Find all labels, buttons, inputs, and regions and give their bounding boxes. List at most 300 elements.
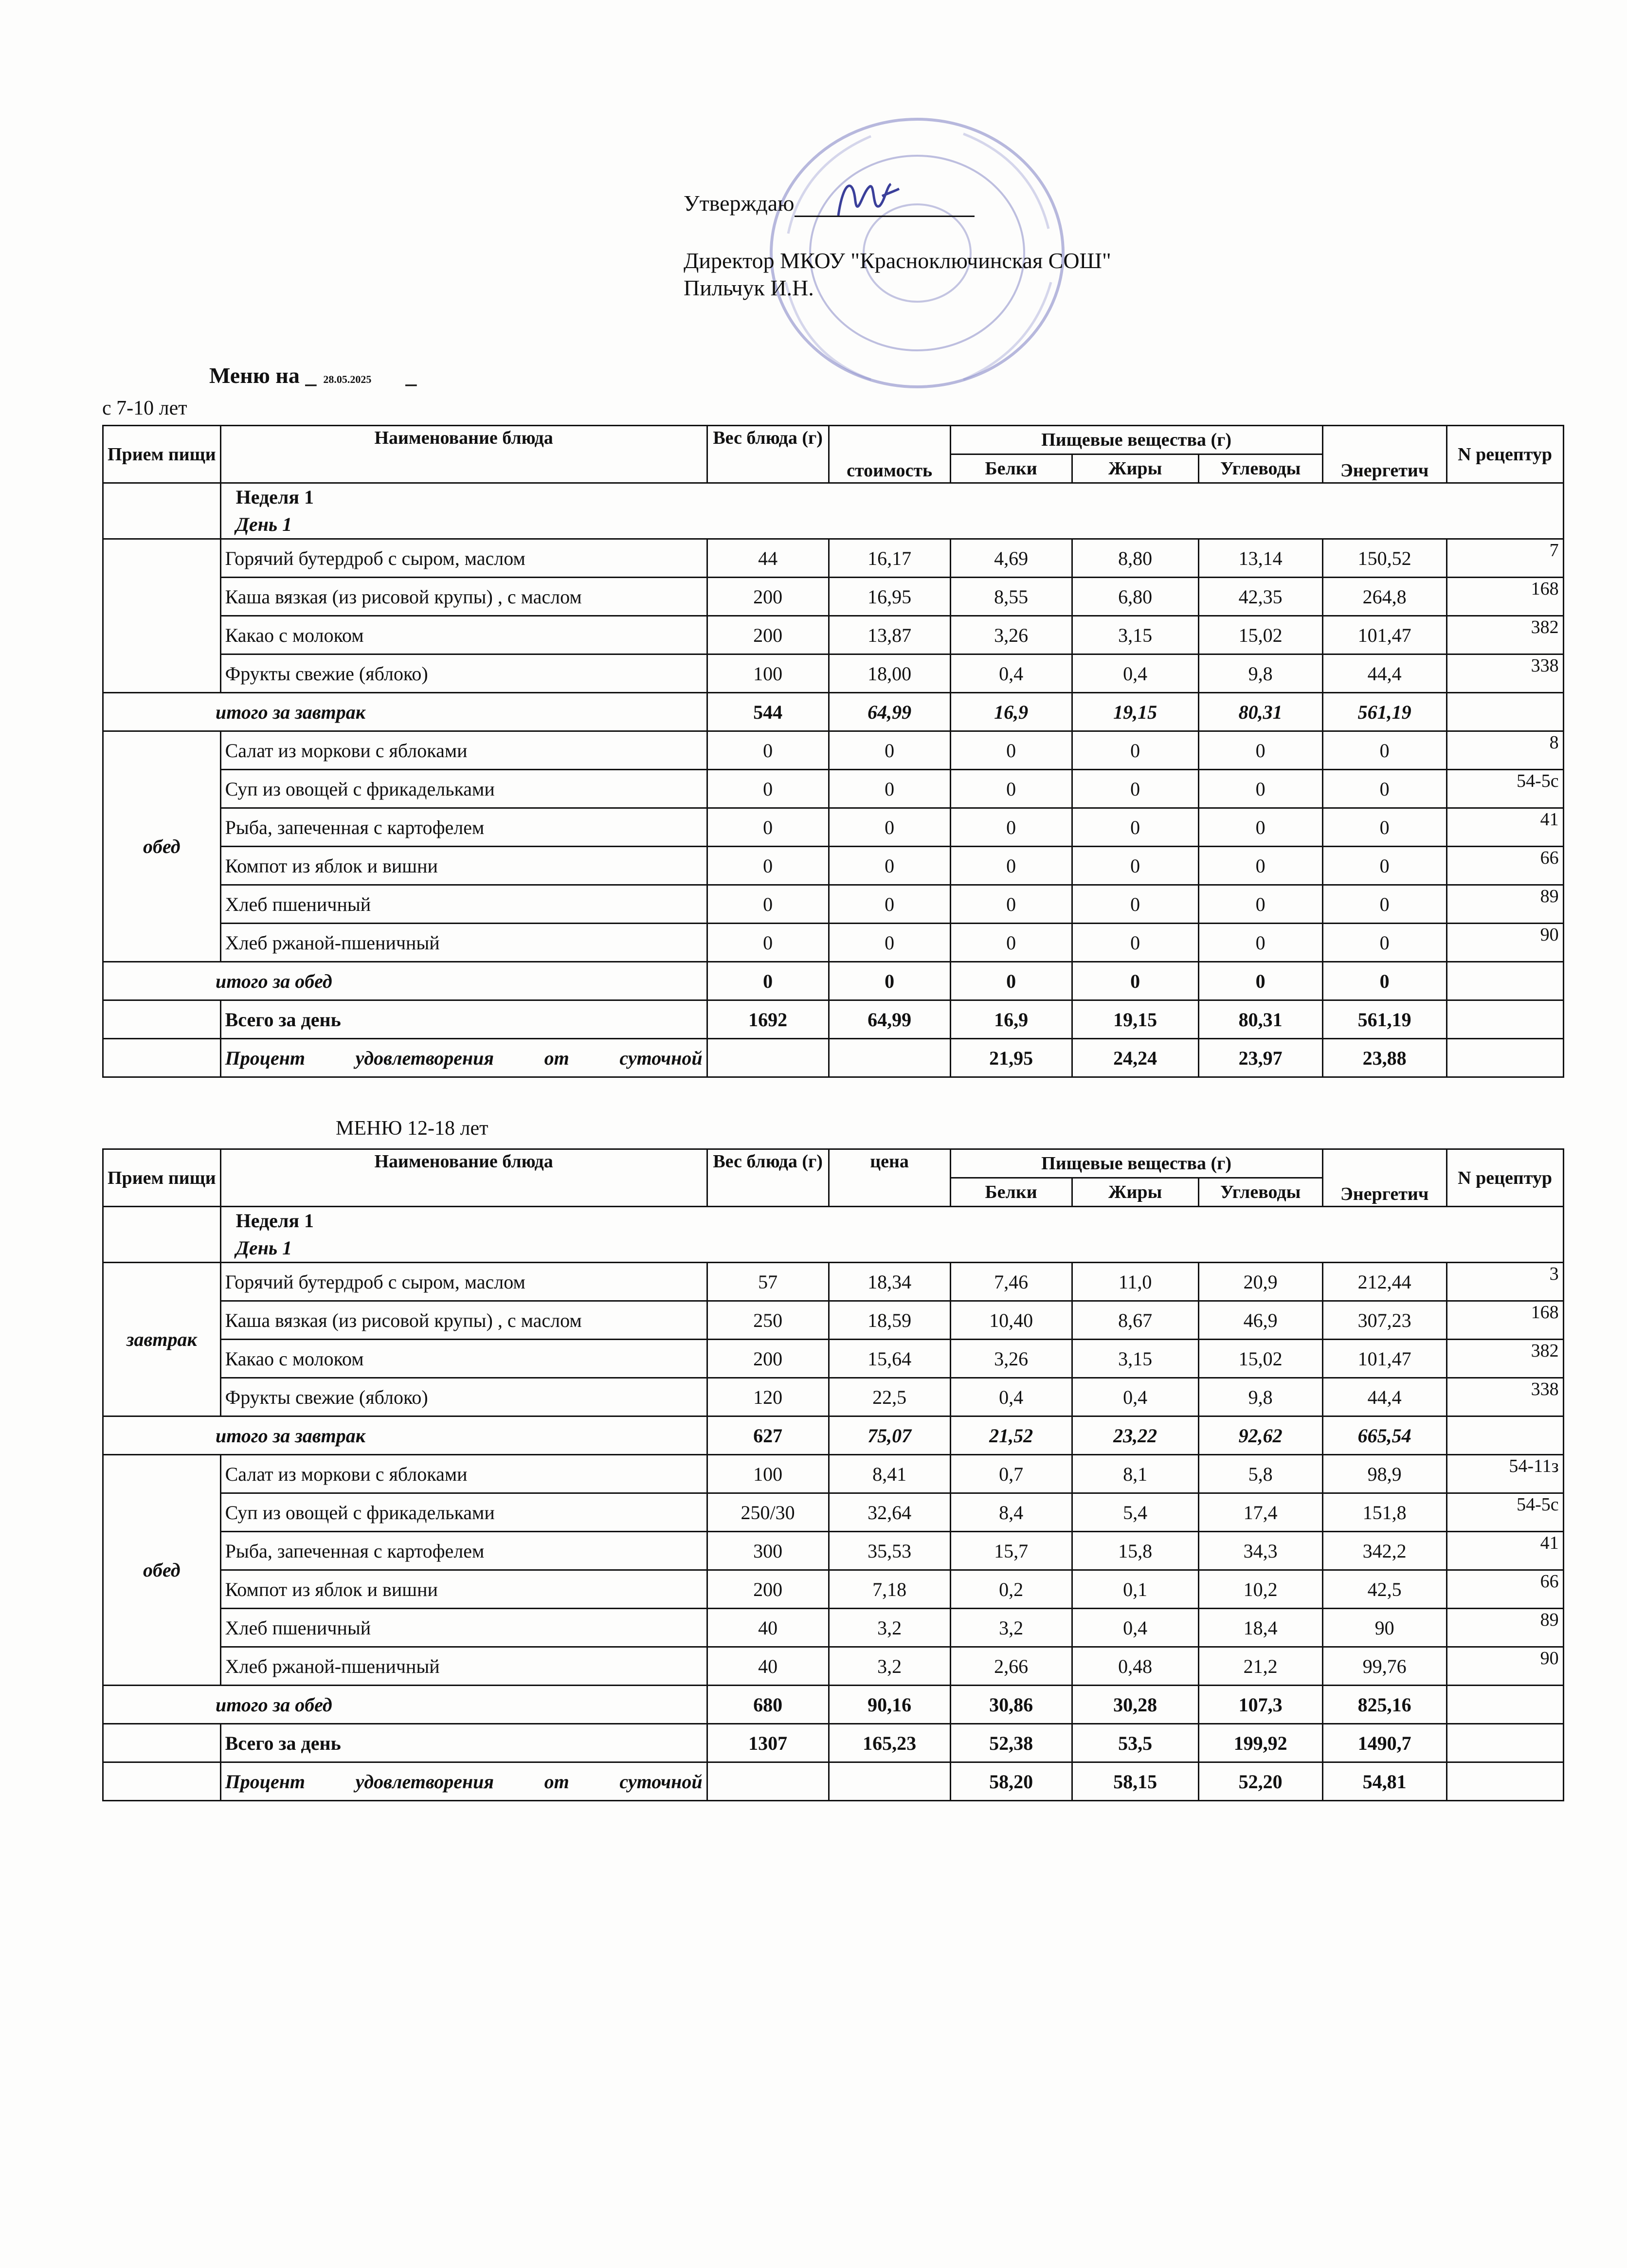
dish-energy: 44,4	[1322, 1378, 1446, 1416]
total-price: 0	[829, 962, 950, 1000]
dish-fat: 8,1	[1072, 1455, 1198, 1493]
dish-carbs: 18,4	[1198, 1609, 1322, 1647]
dish-name: Салат из моркови с яблоками	[220, 731, 707, 770]
dish-recipe: 41	[1446, 1532, 1563, 1570]
meal-cell-empty	[103, 1762, 221, 1801]
percent-price-empty	[829, 1762, 950, 1801]
dish-energy: 0	[1322, 885, 1446, 924]
total-recipe-empty	[1446, 1686, 1563, 1724]
col-nutrients: Пищевые вещества (г)	[950, 1149, 1322, 1178]
col-energy: Энергетич	[1322, 1149, 1446, 1207]
dish-energy: 90	[1322, 1609, 1446, 1647]
total-weight: 680	[707, 1686, 829, 1724]
total-label: итого за обед	[103, 1686, 707, 1724]
dish-weight: 200	[707, 1570, 829, 1609]
dish-weight: 250	[707, 1301, 829, 1340]
dish-protein: 0,4	[950, 1378, 1072, 1416]
dish-price: 15,64	[829, 1340, 950, 1378]
total-protein: 30,86	[950, 1686, 1072, 1724]
dish-protein: 7,46	[950, 1263, 1072, 1301]
col-nutrients: Пищевые вещества (г)	[950, 426, 1322, 454]
dish-protein: 3,26	[950, 1340, 1072, 1378]
dish-price: 0	[829, 847, 950, 885]
dish-price: 32,64	[829, 1493, 950, 1532]
total-carbs: 80,31	[1198, 693, 1322, 731]
dish-row	[103, 1609, 1564, 1647]
total-label: итого за завтрак	[103, 1416, 707, 1455]
dish-carbs: 42,35	[1198, 578, 1322, 616]
dish-name: Горячий бутердроб с сыром, маслом	[220, 1263, 707, 1301]
total-carbs: 92,62	[1198, 1416, 1322, 1455]
dish-energy: 99,76	[1322, 1647, 1446, 1686]
dish-carbs: 0	[1198, 847, 1322, 885]
day-total-label: Всего за день	[220, 1000, 707, 1039]
dish-row	[103, 1532, 1564, 1570]
dish-protein: 0	[950, 770, 1072, 808]
dish-row	[103, 616, 1564, 654]
dish-row	[103, 1378, 1564, 1416]
day-total-price: 165,23	[829, 1724, 950, 1762]
dish-recipe: 66	[1446, 847, 1563, 885]
total-protein: 16,9	[950, 693, 1072, 731]
col-fat: Жиры	[1072, 1178, 1198, 1207]
dish-recipe: 66	[1446, 1570, 1563, 1609]
dish-weight: 100	[707, 654, 829, 693]
dish-fat: 11,0	[1072, 1263, 1198, 1301]
total-fat: 23,22	[1072, 1416, 1198, 1455]
dish-recipe: 8	[1446, 731, 1563, 770]
meal-label: обед	[103, 731, 221, 962]
dish-energy: 101,47	[1322, 1340, 1446, 1378]
dish-weight: 0	[707, 808, 829, 847]
dish-fat: 6,80	[1072, 578, 1198, 616]
percent-label: Процент удовлетворения от суточной	[220, 1762, 707, 1801]
day-total-fat: 19,15	[1072, 1000, 1198, 1039]
dish-energy: 212,44	[1322, 1263, 1446, 1301]
percent-weight-empty	[707, 1762, 829, 1801]
percent-carbs: 23,97	[1198, 1039, 1322, 1077]
meal-cell-empty	[103, 1000, 221, 1039]
dish-weight: 200	[707, 1340, 829, 1378]
total-fat: 30,28	[1072, 1686, 1198, 1724]
menu-date-line	[209, 363, 416, 388]
dish-fat: 0	[1072, 847, 1198, 885]
dish-price: 18,59	[829, 1301, 950, 1340]
week-day-cell	[220, 1207, 1563, 1263]
dish-weight: 300	[707, 1532, 829, 1570]
dish-protein: 10,40	[950, 1301, 1072, 1340]
dish-price: 35,53	[829, 1532, 950, 1570]
total-weight: 0	[707, 962, 829, 1000]
dish-energy: 264,8	[1322, 578, 1446, 616]
week-day-row	[103, 483, 1564, 539]
dish-protein: 15,7	[950, 1532, 1072, 1570]
dish-protein: 0,7	[950, 1455, 1072, 1493]
dish-row	[103, 1340, 1564, 1378]
dish-weight: 40	[707, 1647, 829, 1686]
approve-label: Утверждаю	[684, 191, 795, 216]
dish-row	[103, 1301, 1564, 1340]
menu-tail: _	[405, 363, 417, 388]
dish-name: Какао с молоком	[220, 1340, 707, 1378]
dish-energy: 0	[1322, 924, 1446, 962]
dish-row	[103, 654, 1564, 693]
dish-weight: 100	[707, 1455, 829, 1493]
dish-protein: 0	[950, 847, 1072, 885]
dish-carbs: 0	[1198, 770, 1322, 808]
header-row	[103, 426, 1564, 454]
dish-fat: 8,80	[1072, 539, 1198, 578]
col-meal: Прием пищи	[103, 1149, 221, 1207]
dish-price: 7,18	[829, 1570, 950, 1609]
percent-row	[103, 1039, 1564, 1077]
dish-protein: 8,55	[950, 578, 1072, 616]
day-total-row	[103, 1724, 1564, 1762]
percent-protein: 21,95	[950, 1039, 1072, 1077]
total-protein: 0	[950, 962, 1072, 1000]
col-energy: Энергетич	[1322, 426, 1446, 483]
dish-protein: 4,69	[950, 539, 1072, 578]
dish-recipe: 54-5с	[1446, 770, 1563, 808]
dish-carbs: 15,02	[1198, 616, 1322, 654]
dish-fat: 5,4	[1072, 1493, 1198, 1532]
dish-fat: 8,67	[1072, 1301, 1198, 1340]
dish-fat: 0,4	[1072, 1378, 1198, 1416]
week-label: Неделя 1	[235, 486, 314, 508]
dish-fat: 0	[1072, 770, 1198, 808]
dish-price: 8,41	[829, 1455, 950, 1493]
meal-label	[103, 539, 221, 693]
percent-recipe-empty	[1446, 1039, 1563, 1077]
col-fat: Жиры	[1072, 454, 1198, 483]
dish-fat: 0,4	[1072, 654, 1198, 693]
dish-recipe: 89	[1446, 885, 1563, 924]
meal-cell-empty	[103, 483, 221, 539]
dish-price: 16,17	[829, 539, 950, 578]
col-recipe: N рецептур	[1446, 1149, 1563, 1207]
col-price: стоимость	[829, 426, 950, 483]
dish-row	[103, 847, 1564, 885]
dish-name: Хлеб ржаной-пшеничный	[220, 924, 707, 962]
day-total-weight: 1692	[707, 1000, 829, 1039]
dish-fat: 0	[1072, 808, 1198, 847]
week-label: Неделя 1	[235, 1210, 314, 1232]
dish-name: Компот из яблок и вишни	[220, 847, 707, 885]
dish-recipe: 90	[1446, 1647, 1563, 1686]
dish-price: 0	[829, 924, 950, 962]
dish-protein: 0	[950, 885, 1072, 924]
dish-weight: 0	[707, 847, 829, 885]
total-price: 90,16	[829, 1686, 950, 1724]
age-label-12-18: МЕНЮ 12-18 лет	[336, 1117, 488, 1140]
day-total-weight: 1307	[707, 1724, 829, 1762]
percent-energy: 23,88	[1322, 1039, 1446, 1077]
dish-row	[103, 731, 1564, 770]
dish-weight: 0	[707, 731, 829, 770]
menu-label: Меню на _	[209, 363, 317, 388]
dish-price: 0	[829, 731, 950, 770]
dish-name: Рыба, запеченная с картофелем	[220, 808, 707, 847]
dish-energy: 0	[1322, 731, 1446, 770]
dish-name: Суп из овощей с фрикадельками	[220, 1493, 707, 1532]
col-weight: Вес блюда (г)	[707, 1149, 829, 1207]
dish-name: Салат из моркови с яблоками	[220, 1455, 707, 1493]
dish-name: Хлеб пшеничный	[220, 885, 707, 924]
dish-row	[103, 578, 1564, 616]
day-total-price: 64,99	[829, 1000, 950, 1039]
dish-carbs: 9,8	[1198, 654, 1322, 693]
dish-row	[103, 1647, 1564, 1686]
total-recipe-empty	[1446, 693, 1563, 731]
total-fat: 19,15	[1072, 693, 1198, 731]
dish-row	[103, 924, 1564, 962]
dish-price: 18,34	[829, 1263, 950, 1301]
dish-weight: 0	[707, 885, 829, 924]
dish-row	[103, 1263, 1564, 1301]
dish-energy: 98,9	[1322, 1455, 1446, 1493]
dish-carbs: 0	[1198, 731, 1322, 770]
dish-fat: 3,15	[1072, 1340, 1198, 1378]
dish-fat: 0,4	[1072, 1609, 1198, 1647]
dish-carbs: 21,2	[1198, 1647, 1322, 1686]
day-total-energy: 561,19	[1322, 1000, 1446, 1039]
week-day-row	[103, 1207, 1564, 1263]
meal-cell-empty	[103, 1207, 221, 1263]
dish-name: Фрукты свежие (яблоко)	[220, 654, 707, 693]
col-protein: Белки	[950, 454, 1072, 483]
day-total-protein: 52,38	[950, 1724, 1072, 1762]
dish-carbs: 34,3	[1198, 1532, 1322, 1570]
approval-block	[684, 190, 1111, 302]
dish-recipe: 168	[1446, 578, 1563, 616]
dish-recipe: 382	[1446, 616, 1563, 654]
dish-protein: 3,26	[950, 616, 1072, 654]
percent-protein: 58,20	[950, 1762, 1072, 1801]
dish-name: Фрукты свежие (яблоко)	[220, 1378, 707, 1416]
dish-energy: 0	[1322, 770, 1446, 808]
total-protein: 21,52	[950, 1416, 1072, 1455]
dish-name: Хлеб пшеничный	[220, 1609, 707, 1647]
director-name: Пильчук И.Н.	[684, 275, 814, 300]
meal-cell-empty	[103, 1039, 221, 1077]
col-price: цена	[829, 1149, 950, 1207]
dish-protein: 0,2	[950, 1570, 1072, 1609]
col-recipe: N рецептур	[1446, 426, 1563, 483]
dish-price: 22,5	[829, 1378, 950, 1416]
dish-price: 0	[829, 770, 950, 808]
dish-energy: 42,5	[1322, 1570, 1446, 1609]
dish-energy: 307,23	[1322, 1301, 1446, 1340]
dish-recipe: 382	[1446, 1340, 1563, 1378]
dish-weight: 40	[707, 1609, 829, 1647]
signature	[833, 172, 902, 225]
dish-price: 13,87	[829, 616, 950, 654]
menu-table-12-18	[102, 1148, 1564, 1801]
dish-fat: 0	[1072, 731, 1198, 770]
total-weight: 627	[707, 1416, 829, 1455]
dish-energy: 0	[1322, 847, 1446, 885]
col-carbs: Углеводы	[1198, 1178, 1322, 1207]
signature-line	[795, 191, 975, 217]
day-total-energy: 1490,7	[1322, 1724, 1446, 1762]
dish-carbs: 10,2	[1198, 1570, 1322, 1609]
total-energy: 665,54	[1322, 1416, 1446, 1455]
dish-protein: 0	[950, 808, 1072, 847]
dish-recipe: 7	[1446, 539, 1563, 578]
dish-protein: 8,4	[950, 1493, 1072, 1532]
total-price: 75,07	[829, 1416, 950, 1455]
dish-recipe: 3	[1446, 1263, 1563, 1301]
total-energy: 825,16	[1322, 1686, 1446, 1724]
dish-recipe: 338	[1446, 1378, 1563, 1416]
total-carbs: 107,3	[1198, 1686, 1322, 1724]
dish-weight: 250/30	[707, 1493, 829, 1532]
dish-fat: 15,8	[1072, 1532, 1198, 1570]
day-total-carbs: 199,92	[1198, 1724, 1322, 1762]
dish-carbs: 5,8	[1198, 1455, 1322, 1493]
dish-row	[103, 1493, 1564, 1532]
dish-energy: 0	[1322, 808, 1446, 847]
dish-protein: 3,2	[950, 1609, 1072, 1647]
menu-date: 28.05.2025	[323, 373, 372, 385]
dish-fat: 0	[1072, 924, 1198, 962]
dish-price: 18,00	[829, 654, 950, 693]
day-total-recipe-empty	[1446, 1000, 1563, 1039]
meal-label: завтрак	[103, 1263, 221, 1416]
dish-protein: 2,66	[950, 1647, 1072, 1686]
dish-name: Каша вязкая (из рисовой крупы) , с маслом	[220, 1301, 707, 1340]
dish-protein: 0,4	[950, 654, 1072, 693]
dish-name: Горячий бутердроб с сыром, маслом	[220, 539, 707, 578]
dish-weight: 0	[707, 924, 829, 962]
day-label: День 1	[235, 1237, 292, 1259]
dish-weight: 200	[707, 616, 829, 654]
director-title: Директор МКОУ "Красноключинская СОШ"	[684, 248, 1111, 273]
percent-recipe-empty	[1446, 1762, 1563, 1801]
day-total-carbs: 80,31	[1198, 1000, 1322, 1039]
dish-protein: 0	[950, 924, 1072, 962]
menu-table-7-10	[102, 425, 1564, 1078]
dish-carbs: 0	[1198, 924, 1322, 962]
dish-recipe: 90	[1446, 924, 1563, 962]
breakfast-total-row	[103, 693, 1564, 731]
dish-row	[103, 770, 1564, 808]
dish-price: 3,2	[829, 1609, 950, 1647]
total-label: итого за завтрак	[103, 693, 707, 731]
col-dish: Наименование блюда	[220, 1149, 707, 1207]
dish-price: 3,2	[829, 1647, 950, 1686]
dish-carbs: 20,9	[1198, 1263, 1322, 1301]
dish-energy: 44,4	[1322, 654, 1446, 693]
percent-fat: 24,24	[1072, 1039, 1198, 1077]
dish-recipe: 168	[1446, 1301, 1563, 1340]
dish-name: Рыба, запеченная с картофелем	[220, 1532, 707, 1570]
total-carbs: 0	[1198, 962, 1322, 1000]
col-carbs: Углеводы	[1198, 454, 1322, 483]
col-meal: Прием пищи	[103, 426, 221, 483]
dish-weight: 44	[707, 539, 829, 578]
dish-energy: 342,2	[1322, 1532, 1446, 1570]
dish-row	[103, 539, 1564, 578]
percent-energy: 54,81	[1322, 1762, 1446, 1801]
dish-weight: 200	[707, 578, 829, 616]
dish-row	[103, 808, 1564, 847]
dish-carbs: 13,14	[1198, 539, 1322, 578]
breakfast-total-row	[103, 1416, 1564, 1455]
col-weight: Вес блюда (г)	[707, 426, 829, 483]
dish-weight: 120	[707, 1378, 829, 1416]
week-day-cell	[220, 483, 1563, 539]
lunch-total-row	[103, 962, 1564, 1000]
dish-recipe: 338	[1446, 654, 1563, 693]
dish-fat: 0	[1072, 885, 1198, 924]
total-price: 64,99	[829, 693, 950, 731]
day-total-protein: 16,9	[950, 1000, 1072, 1039]
col-protein: Белки	[950, 1178, 1072, 1207]
dish-recipe: 41	[1446, 808, 1563, 847]
dish-recipe: 54-11з	[1446, 1455, 1563, 1493]
dish-energy: 151,8	[1322, 1493, 1446, 1532]
dish-price: 0	[829, 808, 950, 847]
total-recipe-empty	[1446, 962, 1563, 1000]
day-total-fat: 53,5	[1072, 1724, 1198, 1762]
dish-energy: 150,52	[1322, 539, 1446, 578]
dish-row	[103, 1570, 1564, 1609]
dish-name: Какао с молоком	[220, 616, 707, 654]
dish-name: Суп из овощей с фрикадельками	[220, 770, 707, 808]
dish-carbs: 46,9	[1198, 1301, 1322, 1340]
day-total-row	[103, 1000, 1564, 1039]
dish-protein: 0	[950, 731, 1072, 770]
dish-carbs: 15,02	[1198, 1340, 1322, 1378]
dish-carbs: 0	[1198, 885, 1322, 924]
dish-carbs: 17,4	[1198, 1493, 1322, 1532]
dish-fat: 0,48	[1072, 1647, 1198, 1686]
meal-label: обед	[103, 1455, 221, 1686]
total-energy: 561,19	[1322, 693, 1446, 731]
col-dish: Наименование блюда	[220, 426, 707, 483]
dish-fat: 3,15	[1072, 616, 1198, 654]
header-row	[103, 1149, 1564, 1178]
total-weight: 544	[707, 693, 829, 731]
dish-row	[103, 885, 1564, 924]
total-fat: 0	[1072, 962, 1198, 1000]
dish-row	[103, 1455, 1564, 1493]
dish-recipe: 54-5с	[1446, 1493, 1563, 1532]
dish-recipe: 89	[1446, 1609, 1563, 1647]
total-energy: 0	[1322, 962, 1446, 1000]
dish-name: Каша вязкая (из рисовой крупы) , с маслом	[220, 578, 707, 616]
dish-price: 0	[829, 885, 950, 924]
dish-carbs: 0	[1198, 808, 1322, 847]
total-recipe-empty	[1446, 1416, 1563, 1455]
total-label: итого за обед	[103, 962, 707, 1000]
percent-fat: 58,15	[1072, 1762, 1198, 1801]
day-total-recipe-empty	[1446, 1724, 1563, 1762]
percent-row	[103, 1762, 1564, 1801]
percent-carbs: 52,20	[1198, 1762, 1322, 1801]
day-total-label: Всего за день	[220, 1724, 707, 1762]
percent-weight-empty	[707, 1039, 829, 1077]
dish-energy: 101,47	[1322, 616, 1446, 654]
day-label: День 1	[235, 513, 292, 535]
percent-label: Процент удовлетворения от суточной	[220, 1039, 707, 1077]
dish-weight: 57	[707, 1263, 829, 1301]
dish-carbs: 9,8	[1198, 1378, 1322, 1416]
meal-cell-empty	[103, 1724, 221, 1762]
percent-price-empty	[829, 1039, 950, 1077]
dish-name: Хлеб ржаной-пшеничный	[220, 1647, 707, 1686]
